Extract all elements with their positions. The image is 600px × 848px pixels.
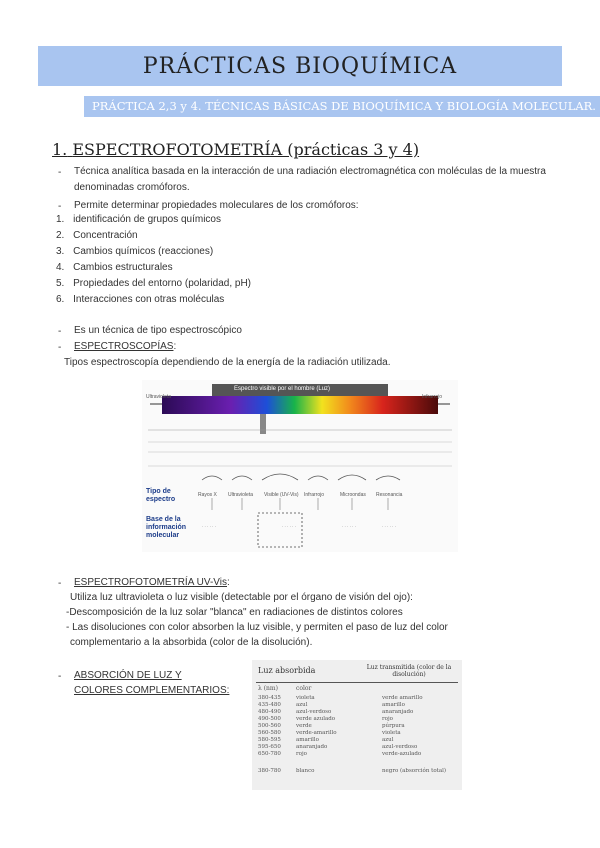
type-label: Ultravioleta xyxy=(228,492,254,498)
table-cell: 435-480 xyxy=(258,702,281,708)
table-divider xyxy=(256,682,458,683)
table-cell: 580-595 xyxy=(258,737,281,743)
table-cell: azul xyxy=(296,702,308,708)
table-cell: anaranjado xyxy=(382,709,414,715)
table-cell: violeta xyxy=(382,730,401,736)
espectroscopias-heading: ESPECTROSCOPÍAS: xyxy=(74,341,177,352)
svg-text:· · · · · ·: · · · · · · xyxy=(282,524,296,529)
spectrum-figure xyxy=(142,380,458,552)
bullet-dash: - xyxy=(58,578,62,589)
svg-text:· · · · · ·: · · · · · · xyxy=(342,524,356,529)
table-cell: 650-780 xyxy=(258,751,281,757)
table-cell: rojo xyxy=(296,751,307,757)
bullet-dash: - xyxy=(58,201,62,212)
table-cell: amarillo xyxy=(296,737,319,743)
uvvis-heading: ESPECTROFOTOMETRÍA UV-Vis: xyxy=(74,577,230,588)
bullet-dash: - xyxy=(58,167,62,178)
type-label: Visible (UV-Vis) xyxy=(264,492,299,498)
table-cell: azul xyxy=(382,737,394,743)
type-label: Rayos X xyxy=(198,492,217,498)
color-table xyxy=(252,660,462,790)
table-cell: 500-560 xyxy=(258,723,281,729)
table-cell: amarillo xyxy=(382,702,405,708)
table-cell: púrpura xyxy=(382,723,405,729)
table-cell: verde azulado xyxy=(296,716,336,722)
bullet-text-cont: denominadas cromóforos. xyxy=(74,182,190,193)
type-label: Microondas xyxy=(340,492,366,498)
table-head-left: Luz absorbida xyxy=(258,666,316,675)
table-cell: 490-500 xyxy=(258,716,281,722)
table-cell: blanco xyxy=(296,768,315,774)
page-title: PRÁCTICAS BIOQUÍMICA xyxy=(142,54,458,79)
numbered-item: 4. Cambios estructurales xyxy=(56,262,173,273)
bullet-dash: - xyxy=(58,671,62,682)
table-cell: rojo xyxy=(382,716,393,722)
section-number: 1. xyxy=(52,140,68,159)
table-cell: 560-580 xyxy=(258,730,281,736)
table-cell: azul-verdoso xyxy=(382,744,418,750)
bullet-dash: - xyxy=(58,326,62,337)
uv-label: Ultravioleta xyxy=(146,394,172,400)
table-cell: 380-780 xyxy=(258,768,281,774)
numbered-item: 1. identificación de grupos químicos xyxy=(56,214,221,225)
absorcion-heading-2: COLORES COMPLEMENTARIOS: xyxy=(74,685,230,696)
type-label: Resonancia xyxy=(376,492,403,498)
bullet-text: Permite determinar propiedades moleculares de los cromóforos: xyxy=(74,200,359,211)
subtitle: PRÁCTICA 2,3 y 4. TÉCNICAS BÁSICAS DE BIOQUÍMICA Y BIOLOGÍA MOLECULAR. xyxy=(84,96,600,117)
numbered-item: 3. Cambios químicos (reacciones) xyxy=(56,246,214,257)
bullet-text: Técnica analítica basada en la interacción de una radiación electromagnética con moléculas de la muestra xyxy=(74,166,546,177)
type-label: Infrarrojo xyxy=(304,492,325,498)
ir-label: Infrarrojo xyxy=(422,394,443,400)
section-title: ESPECTROFOTOMETRÍA (prácticas 3 y 4) xyxy=(72,140,420,159)
table-cell: 595-650 xyxy=(258,744,281,750)
svg-text:· · · · · ·: · · · · · · xyxy=(202,524,216,529)
row-label-base: Base de la información molecular xyxy=(146,516,187,539)
uvvis-line: Utiliza luz ultravioleta o luz visible (detectable por el órgano de visión del ojo): xyxy=(70,592,413,603)
uvvis-line: complementario a la absorbida (color de la disolución). xyxy=(70,637,313,648)
numbered-item: 2. Concentración xyxy=(56,230,138,241)
table-cell: 380-435 xyxy=(258,695,281,701)
table-head-right: Luz transmitida (color de la disolución) xyxy=(366,664,452,678)
bullet-dash: - xyxy=(58,342,62,353)
uvvis-line: - Las disoluciones con color absorben la luz visible, y permiten el paso de luz del color xyxy=(66,622,448,633)
espectroscopias-text: Tipos espectroscopía dependiendo de la energía de la radiación utilizada. xyxy=(64,357,391,368)
table-cell: violeta xyxy=(296,695,315,701)
table-cell: azul-verdoso xyxy=(296,709,332,715)
table-cell: verde xyxy=(296,723,312,729)
svg-text:· · · · · ·: · · · · · · xyxy=(382,524,396,529)
table-cell: negro (absorción total) xyxy=(382,768,447,774)
table-sub-left: λ (nm) xyxy=(258,685,278,692)
table-cell: verde-amarillo xyxy=(296,730,337,736)
bullet-text: Es un técnica de tipo espectroscópico xyxy=(74,325,242,336)
numbered-item: 6. Interacciones con otras moléculas xyxy=(56,294,225,305)
table-sub-mid: color xyxy=(296,685,312,692)
table-cell: verde-azulado xyxy=(382,751,422,757)
uvvis-line: -Descomposición de la luz solar "blanca" en radiaciones de distintos colores xyxy=(66,607,403,618)
row-label-tipo: Tipo de espectro xyxy=(146,488,176,503)
table-cell: anaranjado xyxy=(296,744,328,750)
figure-header: Espectro visible por el hombre (Luz) xyxy=(234,386,331,392)
section-heading xyxy=(52,140,419,159)
absorcion-heading-1: ABSORCIÓN DE LUZ Y xyxy=(74,670,182,681)
numbered-item: 5. Propiedades del entorno (polaridad, pH) xyxy=(56,278,252,289)
table-cell: 480-490 xyxy=(258,709,281,715)
table-cell: verde amarillo xyxy=(382,695,423,701)
